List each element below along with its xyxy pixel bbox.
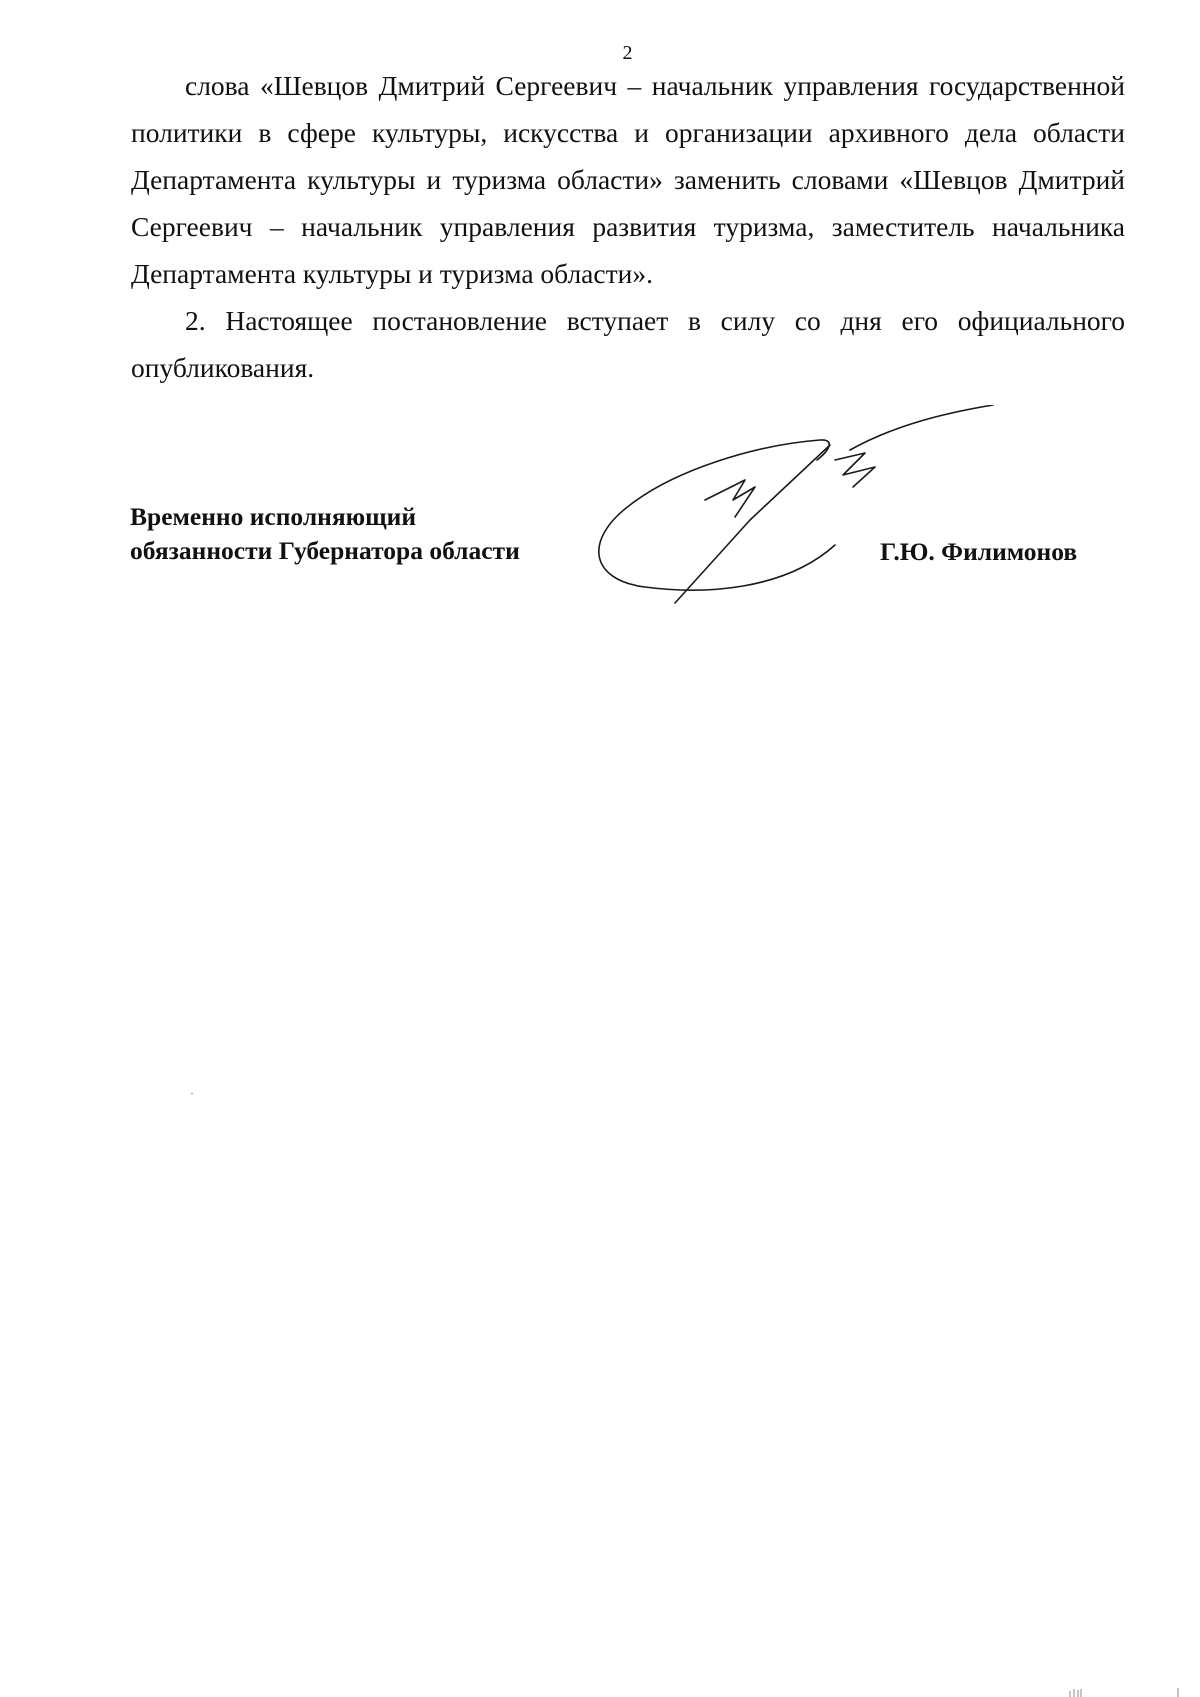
scan-edge-marks [1060, 1682, 1190, 1697]
signature-position [130, 500, 520, 568]
document-body [131, 62, 1125, 391]
page-number: 2 [622, 42, 633, 64]
paragraph-effective-date: 2. Настоящее постановление вступает в силу со дня его официального опубликования. [131, 305, 1125, 383]
scan-speck [191, 1093, 193, 1094]
handwritten-signature [585, 405, 1005, 610]
signer-name: Г.Ю. Филимонов [880, 537, 1078, 566]
position-line-2: обязанности Губернатора области [130, 536, 520, 565]
position-line-1: Временно исполняющий [130, 502, 417, 531]
paragraph-amendment: слова «Шевцов Дмитрий Сергеевич – начальник управления государственной политики в сфере культуры, искусства и организации архивного дела области Департамента культуры и туризма области» заменить словами «Шевцов Дмитрий Сергеевич – начальник управления развития туризма, заместитель начальника Департамента культуры и туризма области». [131, 70, 1125, 289]
